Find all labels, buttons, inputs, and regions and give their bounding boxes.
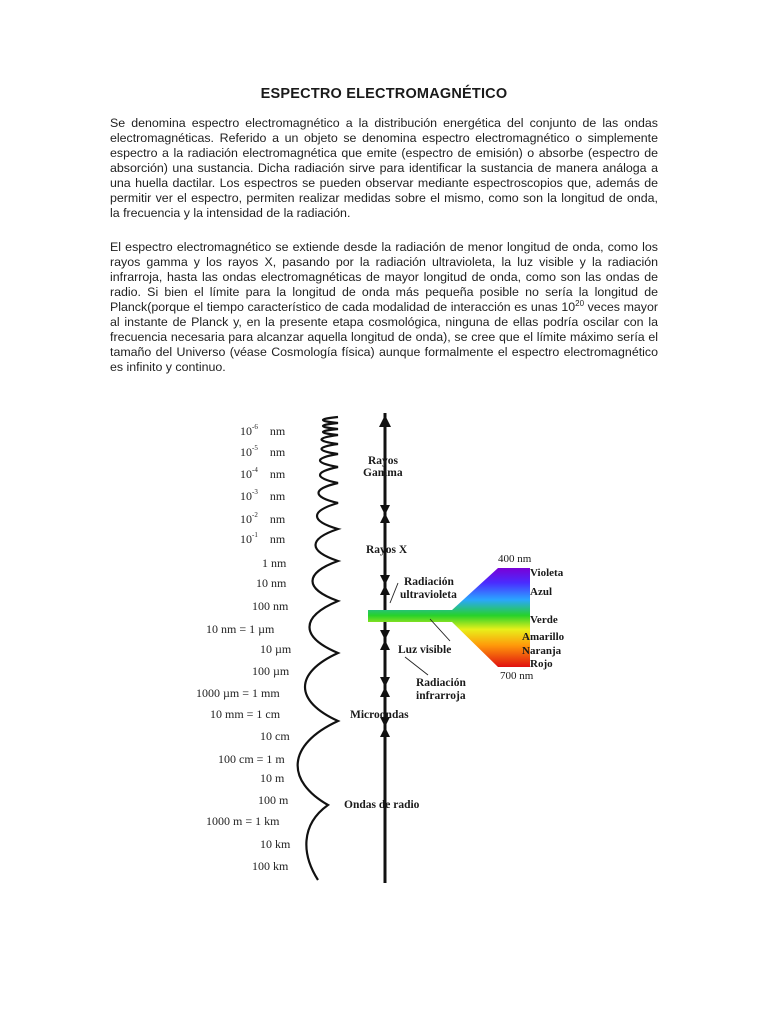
svg-text:10-2nm: $10^{-2}$ nm bbox=[240, 511, 286, 526]
svg-text:1 nm: 1 nm bbox=[262, 556, 287, 570]
band-arrow bbox=[380, 585, 390, 595]
svg-text:100 m: 100 m bbox=[258, 793, 289, 807]
svg-text:1000 m = 1 km: 1000 m = 1 km bbox=[206, 814, 280, 828]
gamma-label: Rayos bbox=[368, 455, 399, 467]
svg-text:10 mm = 1 cm: 10 mm = 1 cm bbox=[210, 707, 281, 721]
svg-text:10-3nm: $10^{-3}$ nm bbox=[240, 488, 286, 503]
ir-label-2: infrarroja bbox=[416, 690, 466, 702]
svg-text:10-5nm: $10^{-5}$ nm bbox=[240, 444, 286, 459]
svg-text:10-1nm: $10^{-1}$ nm bbox=[240, 531, 286, 546]
band-labels bbox=[344, 455, 466, 811]
visible-light-label: Luz visible bbox=[398, 644, 452, 656]
microwave-label: Microondas bbox=[350, 709, 409, 721]
band-arrow bbox=[380, 727, 390, 737]
green-label: Verde bbox=[530, 614, 558, 626]
axis-arrow bbox=[379, 415, 391, 427]
gamma-label-2: Gamma bbox=[363, 467, 403, 479]
ir-label: Radiación bbox=[416, 677, 466, 689]
band-arrow bbox=[380, 677, 390, 687]
spectrum-diagram bbox=[180, 405, 600, 885]
svg-text:100 nm: 100 nm bbox=[252, 599, 289, 613]
nm-400-label: 400 nm bbox=[498, 553, 532, 565]
svg-text:10 nm = 1 µm: 10 nm = 1 µm bbox=[206, 622, 275, 636]
svg-text:10 cm: 10 cm bbox=[260, 729, 290, 743]
uv-label: Radiación bbox=[404, 576, 454, 588]
svg-text:100 km: 100 km bbox=[252, 859, 289, 873]
svg-text:10 µm: 10 µm bbox=[260, 642, 292, 656]
xray-label: Rayos X bbox=[366, 544, 408, 556]
radio-label: Ondas de radio bbox=[344, 799, 420, 811]
nm-700-label: 700 nm bbox=[500, 670, 534, 682]
leader-line bbox=[430, 619, 450, 641]
yellow-label: Amarillo bbox=[522, 631, 565, 643]
svg-text:10-6nm: $10^{-6}$ nm bbox=[240, 423, 286, 438]
svg-text:1000 µm = 1 mm: 1000 µm = 1 mm bbox=[196, 686, 280, 700]
range-paragraph-text: El espectro electromagnético se extiende desde la radiación de menor longitud de onda, como los rayos gamma y los rayos X, pasando por la radiación ultravioleta, la luz visible y la radiación infrarroja, hasta las ondas electromagnéticas de mayor longitud de onda, como son las ondas de radio. Si bien el límite para la longitud de onda más pequeña posible no sería la longitud de Planck(porque el tiempo característico de cada modalidad de interacción es unas 10 bbox=[110, 240, 658, 314]
svg-text:10 km: 10 km bbox=[260, 837, 291, 851]
leader-line bbox=[405, 657, 428, 675]
band-arrow bbox=[380, 640, 390, 650]
leader-line bbox=[390, 583, 398, 603]
range-paragraph-text-end: veces mayor al instante de Planck y, en la presente etapa cosmológica, ninguna de ellas podría oscilar con la frecuencia necesaria para alcanzar aquella longitud de onda), se cree que el límite máximo sería el tamaño del Universo (véase Cosmología física) aunque formalmente el espectro electromagnético es infinito y continuo. bbox=[110, 300, 658, 374]
band-arrow bbox=[380, 687, 390, 697]
wave-curve bbox=[298, 417, 338, 880]
band-arrow bbox=[380, 630, 390, 640]
band-arrow bbox=[380, 513, 390, 523]
svg-text:10 nm: 10 nm bbox=[256, 576, 287, 590]
range-paragraph bbox=[110, 240, 658, 375]
violet-label: Violeta bbox=[530, 567, 564, 579]
blue-label: Azul bbox=[530, 586, 552, 598]
exponent: 20 bbox=[575, 298, 585, 308]
uv-label-2: ultravioleta bbox=[400, 589, 457, 601]
band-arrow bbox=[380, 575, 390, 585]
svg-text:100 µm: 100 µm bbox=[252, 664, 290, 678]
svg-text:100 cm = 1 m: 100 cm = 1 m bbox=[218, 752, 285, 766]
red-label: Rojo bbox=[530, 658, 553, 670]
orange-label: Naranja bbox=[522, 645, 562, 657]
intro-paragraph: Se denomina espectro electromagnético a la distribución energética del conjunto de las ondas electromagnéticas. Referido a un objeto se denomina espectro electromagnético o simplemente espectro a la radiación electromagnética que emite (espectro de emisión) o absorbe (espectro de absorción) una sustancia. Dicha radiación sirve para identificar la sustancia de manera análoga a una huella dactilar. Los espectros se pueden observar mediante espectroscopios que, además de permitir ver el espectro, permiten realizar medidas sobre el mismo, como son la longitud de onda, la frecuencia y la intensidad de la radiación. bbox=[110, 116, 658, 220]
svg-text:10 m: 10 m bbox=[260, 771, 285, 785]
page-title: ESPECTRO ELECTROMAGNÉTICO bbox=[260, 86, 508, 102]
svg-text:10-4nm: $10^{-4}$ nm bbox=[240, 466, 286, 481]
wavelength-scale bbox=[196, 423, 292, 873]
